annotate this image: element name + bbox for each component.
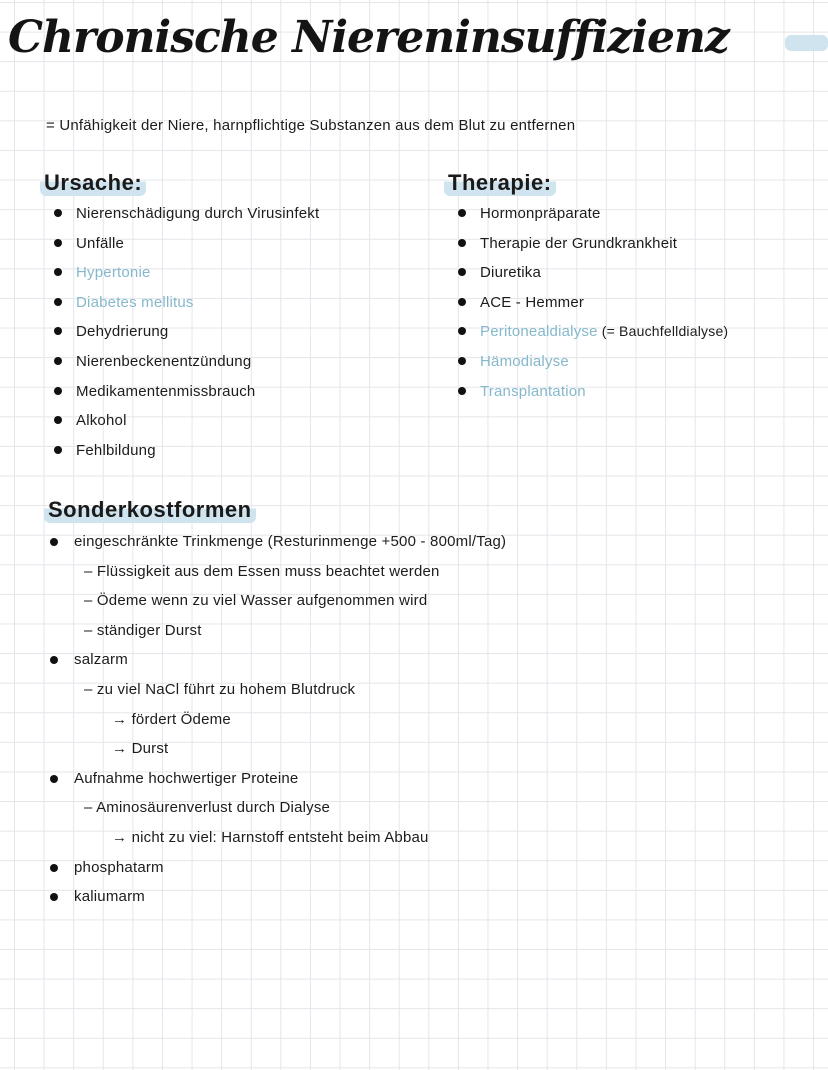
sonderkost-item-level-1: – Aminosäurenverlust durch Dialyse bbox=[84, 799, 331, 817]
bullet-icon bbox=[458, 209, 466, 217]
therapie-item bbox=[458, 258, 728, 288]
ursache-item-label: Diabetes mellitus bbox=[76, 293, 194, 311]
bullet-icon bbox=[50, 864, 58, 872]
ursache-item bbox=[54, 199, 319, 229]
title-highlight-stroke bbox=[785, 35, 828, 51]
ursache-item-label: Medikamentenmissbrauch bbox=[76, 382, 256, 400]
ursache-item bbox=[54, 229, 319, 259]
ursache-item-label: Hypertonie bbox=[76, 264, 151, 282]
sonderkost-item-level-0: eingeschränkte Trinkmenge (Resturinmenge +500 - 800ml/Tag) bbox=[74, 533, 507, 550]
therapie-item-label: Diuretika bbox=[480, 264, 541, 282]
therapie-item bbox=[458, 199, 728, 229]
bullet-icon bbox=[54, 357, 62, 365]
therapie-item-label: Therapie der Grundkrankheit bbox=[480, 234, 678, 252]
ursache-item bbox=[54, 377, 319, 407]
ursache-item-label: Nierenschädigung durch Virusinfekt bbox=[76, 205, 320, 222]
bullet-icon bbox=[458, 327, 466, 335]
therapie-item bbox=[458, 377, 728, 407]
ursache-item bbox=[54, 436, 319, 466]
bullet-icon bbox=[50, 656, 58, 664]
bullet-icon bbox=[54, 416, 62, 424]
sonderkost-item-level-2: → fördert Ödeme bbox=[112, 710, 231, 728]
therapie-item-label: ACE - Hemmer bbox=[480, 293, 585, 311]
therapie-item bbox=[458, 347, 728, 377]
sonderkost-item-level-0: Aufnahme hochwertiger Proteine bbox=[74, 769, 299, 787]
ursache-heading: Ursache: bbox=[40, 170, 146, 196]
ursache-list bbox=[54, 199, 319, 465]
therapie-item-label: Peritonealdialyse bbox=[480, 323, 598, 341]
sonderkost-item-level-0: salzarm bbox=[74, 651, 128, 669]
ursache-item bbox=[54, 317, 319, 347]
bullet-icon bbox=[50, 893, 58, 901]
bullet-icon bbox=[50, 538, 58, 546]
sonderkost-item-level-0: kaliumarm bbox=[74, 888, 145, 906]
therapie-item bbox=[458, 229, 728, 259]
bullet-icon bbox=[54, 239, 62, 247]
bullet-icon bbox=[54, 327, 62, 335]
ursache-item bbox=[54, 347, 319, 377]
ursache-item-label: Unfälle bbox=[76, 234, 125, 252]
ursache-item-label: Dehydrierung bbox=[76, 323, 169, 341]
bullet-icon bbox=[458, 239, 466, 247]
bullet-icon bbox=[54, 387, 62, 395]
sonderkost-item-level-2: → Durst bbox=[112, 740, 169, 758]
sonderkost-item-level-2: → nicht zu viel: Harnstoff entsteht beim Abbau bbox=[112, 829, 429, 846]
bullet-icon bbox=[458, 357, 466, 365]
bullet-icon bbox=[458, 387, 466, 395]
sonderkost-item-level-1: – Ödeme wenn zu viel Wasser aufgenommen wird bbox=[84, 592, 428, 610]
bullet-icon bbox=[54, 446, 62, 454]
sonderkost-item-level-1: – Flüssigkeit aus dem Essen muss beachtet werden bbox=[84, 562, 440, 580]
definition-text: = Unfähigkeit der Niere, harnpflichtige Substanzen aus dem Blut zu entfernen bbox=[46, 117, 576, 134]
sonderkost-heading: Sonderkostformen bbox=[44, 497, 256, 523]
ursache-item-label: Fehlbildung bbox=[76, 441, 156, 459]
therapie-item bbox=[458, 288, 728, 318]
ursache-item bbox=[54, 258, 319, 288]
bullet-icon bbox=[54, 298, 62, 306]
sonderkost-item-level-1: – ständiger Durst bbox=[84, 621, 202, 639]
ursache-item bbox=[54, 406, 319, 436]
therapie-item-label: Hormonpräparate bbox=[480, 205, 601, 222]
therapie-item-note: (= Bauchfelldialyse) bbox=[597, 323, 729, 340]
bullet-icon bbox=[54, 268, 62, 276]
therapie-list bbox=[458, 199, 728, 406]
bullet-icon bbox=[458, 268, 466, 276]
therapie-heading: Therapie: bbox=[444, 170, 556, 196]
ursache-item-label: Nierenbeckenentzündung bbox=[76, 352, 252, 370]
bullet-icon bbox=[54, 209, 62, 217]
bullet-icon bbox=[458, 298, 466, 306]
page-title: Chronische Niereninsuffizienz bbox=[8, 12, 729, 63]
ursache-item-label: Alkohol bbox=[76, 412, 127, 430]
therapie-item-label: Hämodialyse bbox=[480, 352, 569, 370]
sonderkost-item-level-1: – zu viel NaCl führt zu hohem Blutdruck bbox=[84, 681, 356, 698]
therapie-item bbox=[458, 317, 728, 347]
sonderkost-item-level-0: phosphatarm bbox=[74, 858, 164, 876]
ursache-item bbox=[54, 288, 319, 318]
therapie-item-label: Transplantation bbox=[480, 382, 586, 400]
bullet-icon bbox=[50, 775, 58, 783]
